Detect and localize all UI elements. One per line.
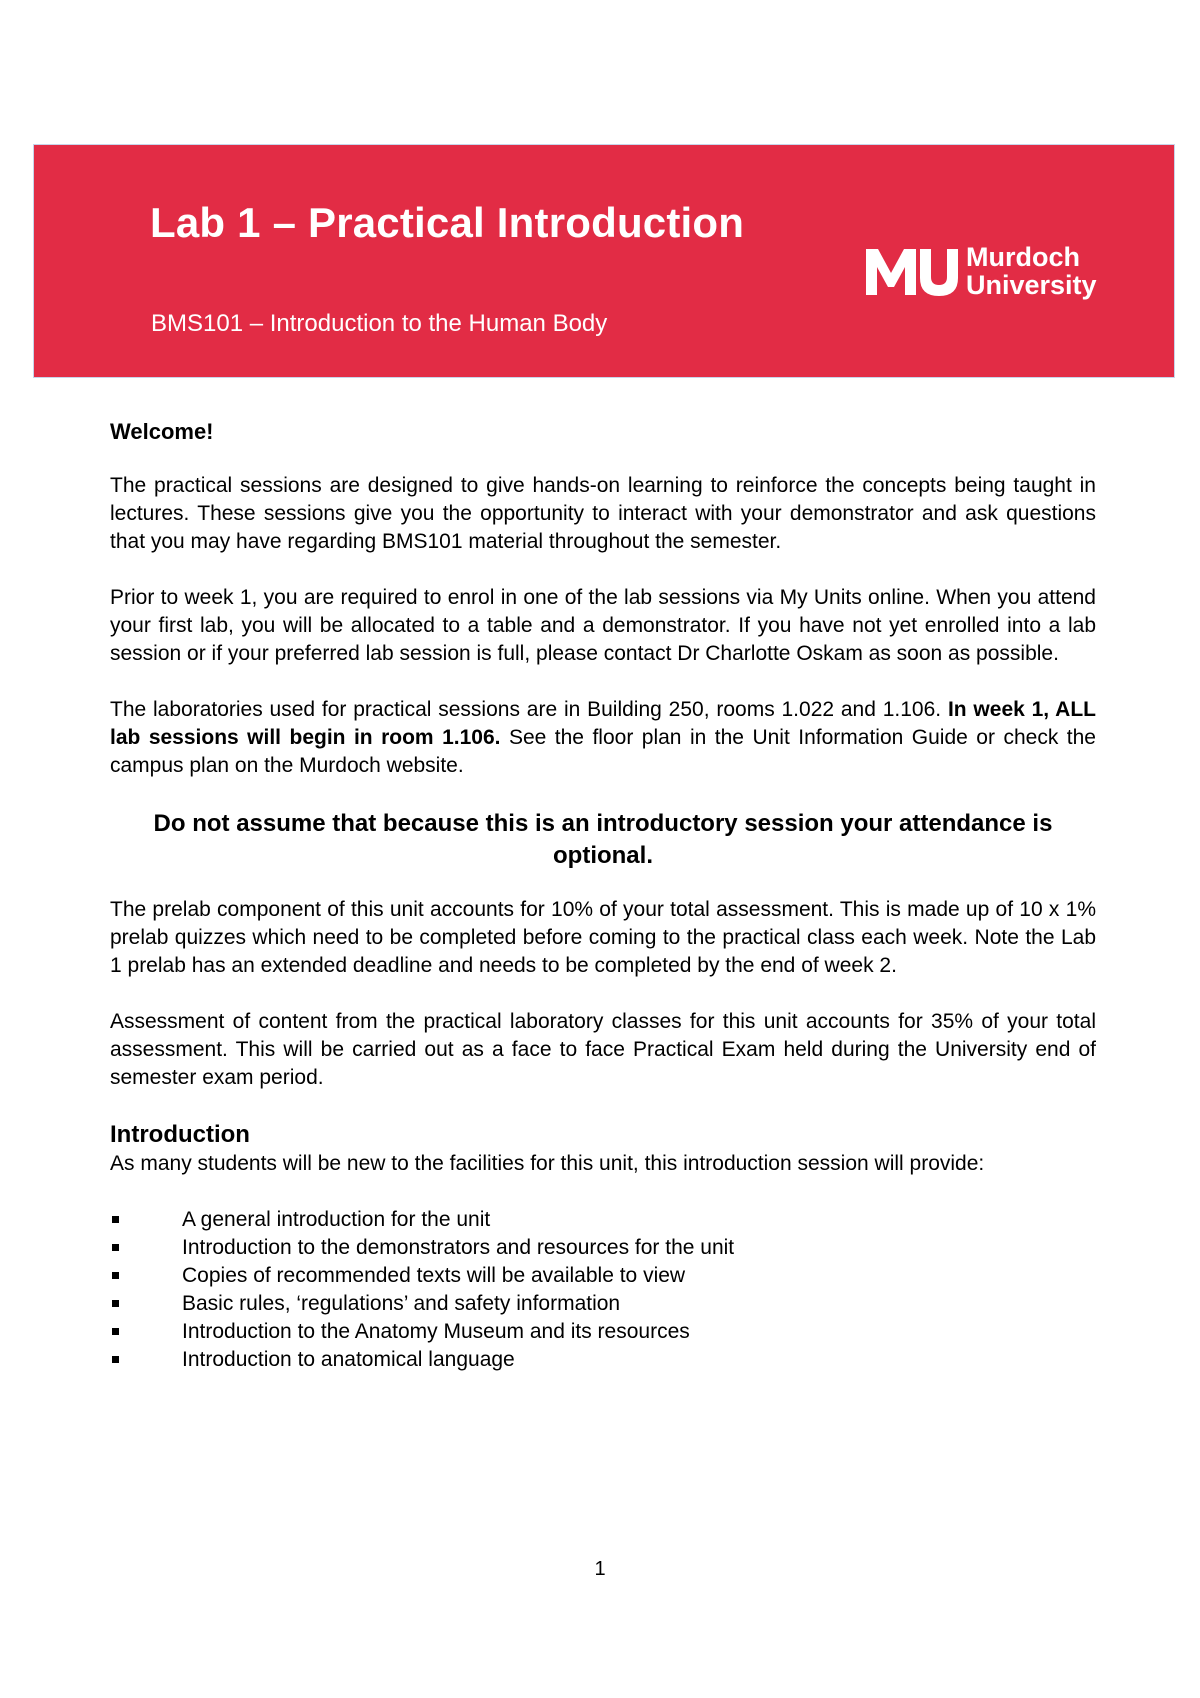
list-item: Introduction to the demonstrators and resources for the unit xyxy=(110,1234,1096,1262)
bullet-icon xyxy=(112,1272,119,1279)
page-title: Lab 1 – Practical Introduction xyxy=(150,199,745,246)
introduction-heading: Introduction xyxy=(110,1121,250,1148)
lab-location-text: The laboratories used for practical sessions are in Building 250, rooms 1.022 and 1.106. xyxy=(110,698,948,721)
mu-logo-icon xyxy=(864,243,960,299)
attendance-callout: Do not assume that because this is an introductory session your attendance is optional. xyxy=(153,810,1053,869)
document-body xyxy=(110,418,1096,1374)
list-item: Introduction to the Anatomy Museum and its resources xyxy=(110,1318,1096,1346)
list-item: A general introduction for the unit xyxy=(110,1206,1096,1234)
paragraph-laboratories xyxy=(110,696,1096,780)
unit-subtitle: BMS101 – Introduction to the Human Body xyxy=(151,310,608,337)
welcome-heading: Welcome! xyxy=(110,419,214,444)
bullet-icon xyxy=(112,1328,119,1335)
paragraph-assessment: Assessment of content from the practical laboratory classes for this unit accounts for 35% of your total assessment. This will be carried out as a face to face Practical Exam held during the University end of semester exam period. xyxy=(110,1010,1096,1089)
bullet-icon xyxy=(112,1216,119,1223)
paragraph-enrolment: Prior to week 1, you are required to enrol in one of the lab sessions via My Units online. When you attend your first lab, you will be allocated to a table and a demonstrator. If you have not yet enrolled into a lab session or if your preferred lab session is full, please contact Dr Charlotte Oskam as soon as possible. xyxy=(110,586,1096,665)
murdoch-university-logo xyxy=(864,243,1104,299)
header-banner xyxy=(33,144,1175,378)
floor-plan-text: See the floor plan in the Unit Information Guide or check the campus plan on the Murdoch website. xyxy=(110,726,1096,777)
logo-line-2: University xyxy=(966,270,1097,300)
logo-wordmark xyxy=(966,243,1097,299)
introduction-list xyxy=(110,1206,1096,1374)
list-item: Copies of recommended texts will be available to view xyxy=(110,1262,1096,1290)
logo-line-1: Murdoch xyxy=(966,242,1080,272)
bullet-icon xyxy=(112,1356,119,1363)
introduction-lead: As many students will be new to the facilities for this unit, this introduction session will provide: xyxy=(110,1152,985,1175)
list-item: Basic rules, ‘regulations’ and safety information xyxy=(110,1290,1096,1318)
page-number: 1 xyxy=(594,1558,606,1580)
bullet-icon xyxy=(112,1244,119,1251)
list-item: Introduction to anatomical language xyxy=(110,1346,1096,1374)
week1-room-notice: In week 1, ALL lab sessions will begin in room 1.106. xyxy=(110,698,1097,749)
paragraph-practical-sessions: The practical sessions are designed to give hands-on learning to reinforce the concepts being taught in lectures. These sessions give you the opportunity to interact with your demonstrator and ask questions that you may have regarding BMS101 material throughout the semester. xyxy=(110,474,1096,553)
paragraph-prelab: The prelab component of this unit accounts for 10% of your total assessment. This is made up of 10 x 1% prelab quizzes which need to be completed before coming to the practical class each week. Note the Lab 1 prelab has an extended deadline and needs to be completed by the end of week 2. xyxy=(110,898,1096,977)
bullet-icon xyxy=(112,1300,119,1307)
